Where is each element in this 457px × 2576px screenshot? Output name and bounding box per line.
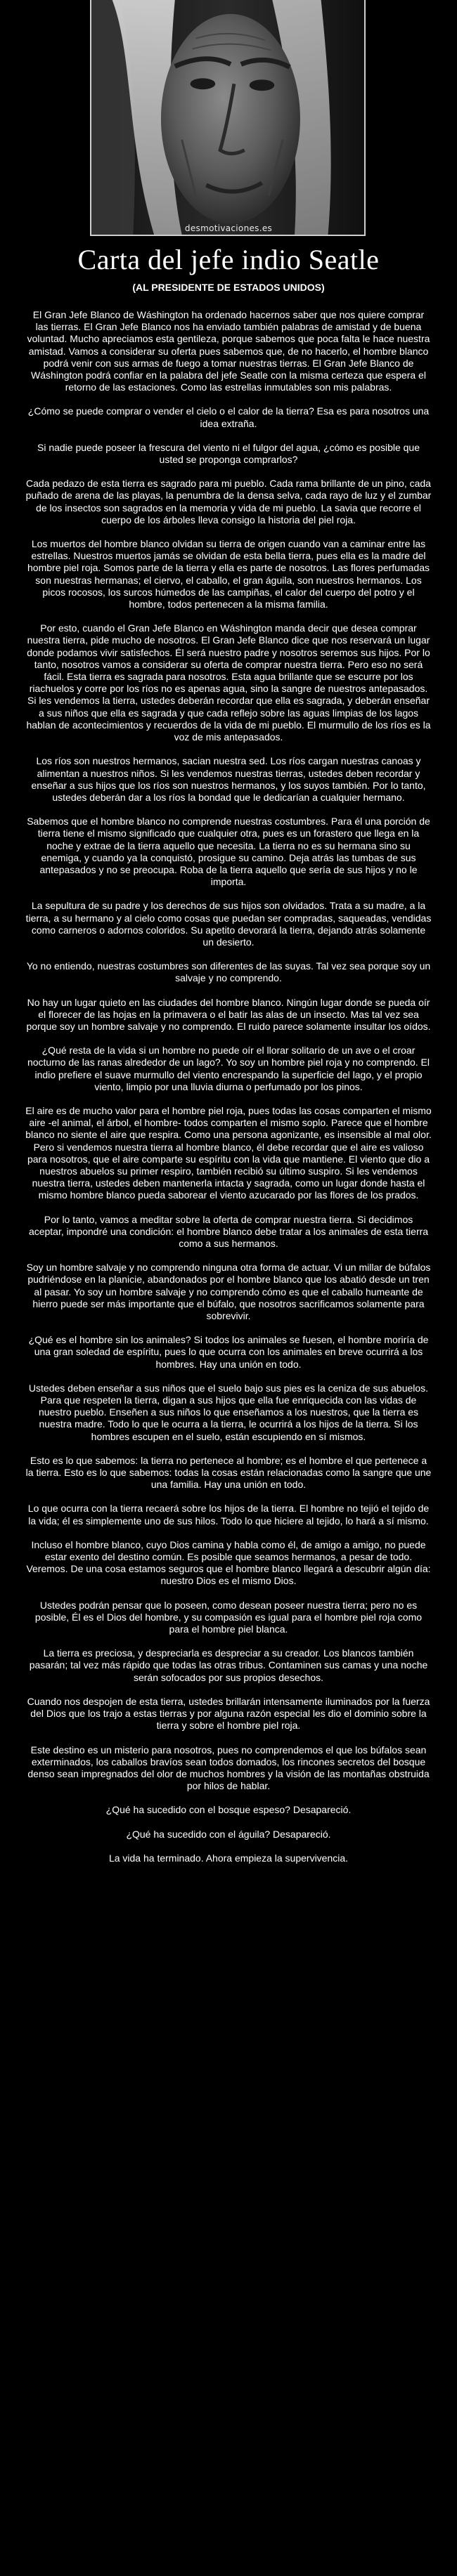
watermark: desmotivaciones.es xyxy=(184,223,273,233)
paragraph: El aire es de mucho valor para el hombre piel roja, pues todas las cosas comparten el mismo aire -el animal, el árbol, el hombre- todos comparten el mismo soplo. Parece que el hombre blanco no siente el aire que respira. Como una persona agonizante, es insensible al mal olor. Pero si vendemos nuestra tierra al hombre blanco, él debe recordar que el aire es valioso para nosotros, que el aire comparte su espíritu con la vida que mantiene. El viento que dio a nuestros abuelos su primer respiro, también recibió su último suspiro. Si les vendemos nuestra tierra, ustedes deben mantenerla intacta y sagrada, como un lugar donde hasta el mismo hombre blanco pueda saborear el viento azucarado por las flores de los prados. xyxy=(25,1104,432,1201)
paragraph: Por esto, cuando el Gran Jefe Blanco en Wáshington manda decir que desea comprar nuestra tierra, pide mucho de nosotros. El Gran Jefe Blanco dice que nos reservará un lugar donde podamos vivir satisfechos. Él será nuestro padre y nosotros seremos sus hijos. Por lo tanto, nosotros vamos a considerar su oferta de comprar nuestra tierra. Pero eso no será fácil. Esta tierra es sagrada para nosotros. Esta agua brillante que se escurre por los riachuelos y corre por los ríos no es apenas agua, sino la sangre de nuestros antepasados. Si les vendemos la tierra, ustedes deberán recordar que ella es sagrada, y deberán enseñar a sus niños que ella es sagrada y que cada reflejo sobre las aguas limpias de los lagos hablan de acontecimientos y recuerdos de la vida de mi pueblo. El murmullo de los ríos es la voz de mis antepasados. xyxy=(26,622,431,743)
paragraph: Si nadie puede poseer la frescura del viento ni el fulgor del agua, ¿cómo es posible que usted se proponga comprarlos? xyxy=(37,441,420,466)
paragraph: Ustedes podrán pensar que lo poseen, como desean poseer nuestra tierra; pero no es posible, Él es el Dios del hombre, y su compasión es igual para el hombre piel roja como para el hombre piel blanca. xyxy=(34,1599,423,1635)
paragraph: La tierra es preciosa, y despreciarla es despreciar a su creador. Los blancos también pasarán; tal vez más rápido que todas las otras tribus. Contaminen sus camas y una noche serán sofocados por sus propios desechos. xyxy=(29,1647,428,1683)
paragraph: Ustedes deben enseñar a sus niños que el suelo bajo sus pies es la ceniza de sus abuelos. Para que respeten la tierra, digan a sus hijos que ella fue enriquecida con las vidas de nuestro pueblo. Enseñen a sus niños lo que enseñamos a los nuestros, que la tierra es nuestra madre. Todo lo que le ocurra a la tierra, le ocurrirá a los hijos de la tierra. Si los hombres escupen en el suelo, están escupiendo en sí mismos. xyxy=(28,1382,429,1442)
paragraph: Sabemos que el hombre blanco no comprende nuestras costumbres. Para él una porción de tierra tiene el mismo significado que cualquier otra, pues es un forastero que llega en la noche y extrae de la tierra aquello que necesita. La tierra no es su hermana sino su enemiga, y cuando ya la conquistó, prosigue su camino. Deja atrás las tumbas de sus antepasados y no se preocupa. Roba de la tierra aquello que sería de sus hijos y no le importa. xyxy=(27,816,430,888)
paragraph: Los muertos del hombre blanco olvidan su tierra de origen cuando van a caminar entre las estrellas. Nuestros muertos jamás se olvidan de esta bella tierra, pues ella es la madre del hombre piel roja. Somos parte de la tierra y ella es parte de nosotros. Las flores perfumadas son nuestras hermanas; el ciervo, el caballo, el gran águila, son nuestros hermanos. Los picos rocosos, los surcos húmedos de las campiñas, el calor del cuerpo del potro y el hombre, todos pertenecen a la misma familia. xyxy=(27,538,430,610)
paragraph: Yo no entiendo, nuestras costumbres son diferentes de las suyas. Tal vez sea porque soy un salvaje y no comprendo. xyxy=(26,960,431,984)
paragraph: Cuando nos despojen de esta tierra, ustedes brillarán intensamente iluminados por la fuerza del Dios que los trajo a estas tierras y por alguna razón especial les dio el dominio sobre la tierra y sobre el hombre piel roja. xyxy=(27,1695,430,1732)
page-title: Carta del jefe indio Seatle xyxy=(77,244,380,275)
paragraph: Incluso el hombre blanco, cuyo Dios camina y habla como él, de amigo a amigo, no puede estar exento del destino común. Es posible que seamos hermanos, a pesar de todo. Veremos. De una cosa estamos seguros que el hombre blanco llegará a descubrir algún día: nuestro Dios es el mismo Dios. xyxy=(26,1538,431,1587)
paragraph: ¿Qué resta de la vida si un hombre no puede oír el llorar solitario de un ave o el croar nocturno de las ranas alrededor de un lago?. Yo soy un hombre piel roja y no comprendo. El indio prefiere el suave murmullo del viento encrespando la superficie del lago, y el propio viento, limpio por una lluvia diurna o perfumado por los pinos. xyxy=(27,1045,430,1092)
paragraph: La vida ha terminado. Ahora empieza la supervivencia. xyxy=(108,1852,349,1864)
paragraph: ¿Qué ha sucedido con el bosque espeso? Desapareció. xyxy=(105,1804,352,1816)
paragraph: ¿Qué ha sucedido con el águila? Desapareció. xyxy=(126,1828,331,1840)
portrait-photo-image xyxy=(91,0,364,235)
paragraph: Soy un hombre salvaje y no comprendo ninguna otra forma de actuar. Vi un millar de búfalos pudriéndose en la planicie, abandonados por el hombre blanco que los abatió desde un tren al pasar. Yo soy un hombre salvaje y no comprendo cómo es que el caballo humeante de hierro puede ser más importante que el búfalo, que nosotros sacrificamos solamente para sobrevivir. xyxy=(26,1262,431,1322)
portrait-photo xyxy=(90,0,366,236)
paragraph: Este destino es un misterio para nosotros, pues no comprendemos el que los búfalos sean exterminados, los caballos bravíos sean todos domados, los rincones secretos del bosque denso sean impregnados del olor de muchos hombres y la visión de las montañas obstruida por hilos de hablar. xyxy=(27,1744,430,1792)
paragraph: Lo que ocurra con la tierra recaerá sobre los hijos de la tierra. El hombre no tejió el tejido de la vida; él es simplemente uno de sus hilos. Todo lo que hiciere al tejido, lo hará a sí mismo. xyxy=(27,1503,430,1526)
paragraph: No hay un lugar quieto en las ciudades del hombre blanco. Ningún lugar donde se pueda oír el florecer de las hojas en la primavera o el batir las alas de un insecto. Mas tal vez sea porque soy un hombre salvaje y no comprendo. El ruido parece solamente insultar los oídos. xyxy=(26,996,431,1032)
paragraph: El Gran Jefe Blanco de Wáshington ha ordenado hacernos saber que nos quiere comprar las tierras. El Gran Jefe Blanco nos ha enviado también palabras de amistad y de buena voluntad. Mucho apreciamos esta gentileza, porque sabemos que poca falta le hace nuestra amistad. Vamos a considerar su oferta pues sabemos que, de no hacerlo, el hombre blanco podrá venir con sus armas de fuego a tomar nuestras tierras. El Gran Jefe Blanco de Wáshington podrá confiar en la palabra del jefe Seatle con la misma certeza que espera el retorno de las estaciones. Como las estrellas inmutables son mis palabras. xyxy=(27,309,430,393)
paragraph: Cada pedazo de esta tierra es sagrado para mi pueblo. Cada rama brillante de un pino, cada puñado de arena de las playas, la penumbra de la densa selva, cada rayo de luz y el zumbar de los insectos son sagrados en la memoria y vida de mi pueblo. La savia que recorre el cuerpo de los árboles lleva consigo la historia del piel roja. xyxy=(25,478,432,525)
letter-body xyxy=(25,309,432,1876)
paragraph: Los ríos son nuestros hermanos, sacian nuestra sed. Los ríos cargan nuestras canoas y alimentan a nuestros niños. Si les vendemos nuestras tierras, ustedes deben recordar y enseñar a sus hijos que los ríos son nuestros hermanos, y los suyos también. Por lo tanto, ustedes deberán dar a los ríos la bondad que le dedicarían a cualquier hermano. xyxy=(31,755,426,803)
paragraph: ¿Qué es el hombre sin los animales? Si todos los animales se fuesen, el hombre moriría de una gran soledad de espíritu, pues lo que ocurra con los animales en breve ocurrirá a los hombres. Hay una unión en todo. xyxy=(28,1334,429,1370)
paragraph: ¿Cómo se puede comprar o vender el cielo o el calor de la tierra? Esa es para nosotros una idea extraña. xyxy=(27,405,430,429)
paragraph: Esto es lo que sabemos: la tierra no pertenece al hombre; es el hombre el que pertenece a la tierra. Esto es lo que sabemos: todas la cosas están relacionadas como la sangre que une una familia. Hay una unión en todo. xyxy=(25,1454,432,1491)
page-subtitle: (AL PRESIDENTE DE ESTADOS UNIDOS) xyxy=(132,282,325,293)
paragraph: Por lo tanto, vamos a meditar sobre la oferta de comprar nuestra tierra. Si decidimos aceptar, impondré una condición: el hombre blanco debe tratar a los animales de esta tierra como a sus hermanos. xyxy=(28,1213,429,1249)
paragraph: La sepultura de su padre y los derechos de sus hijos son olvidados. Trata a su madre, a la tierra, a su hermano y al cielo como cosas que puedan ser compradas, saqueadas, vendidas como carneros o adornos coloridos. Su apetito devorará la tierra, dejando atrás solamente un desierto. xyxy=(25,900,432,948)
